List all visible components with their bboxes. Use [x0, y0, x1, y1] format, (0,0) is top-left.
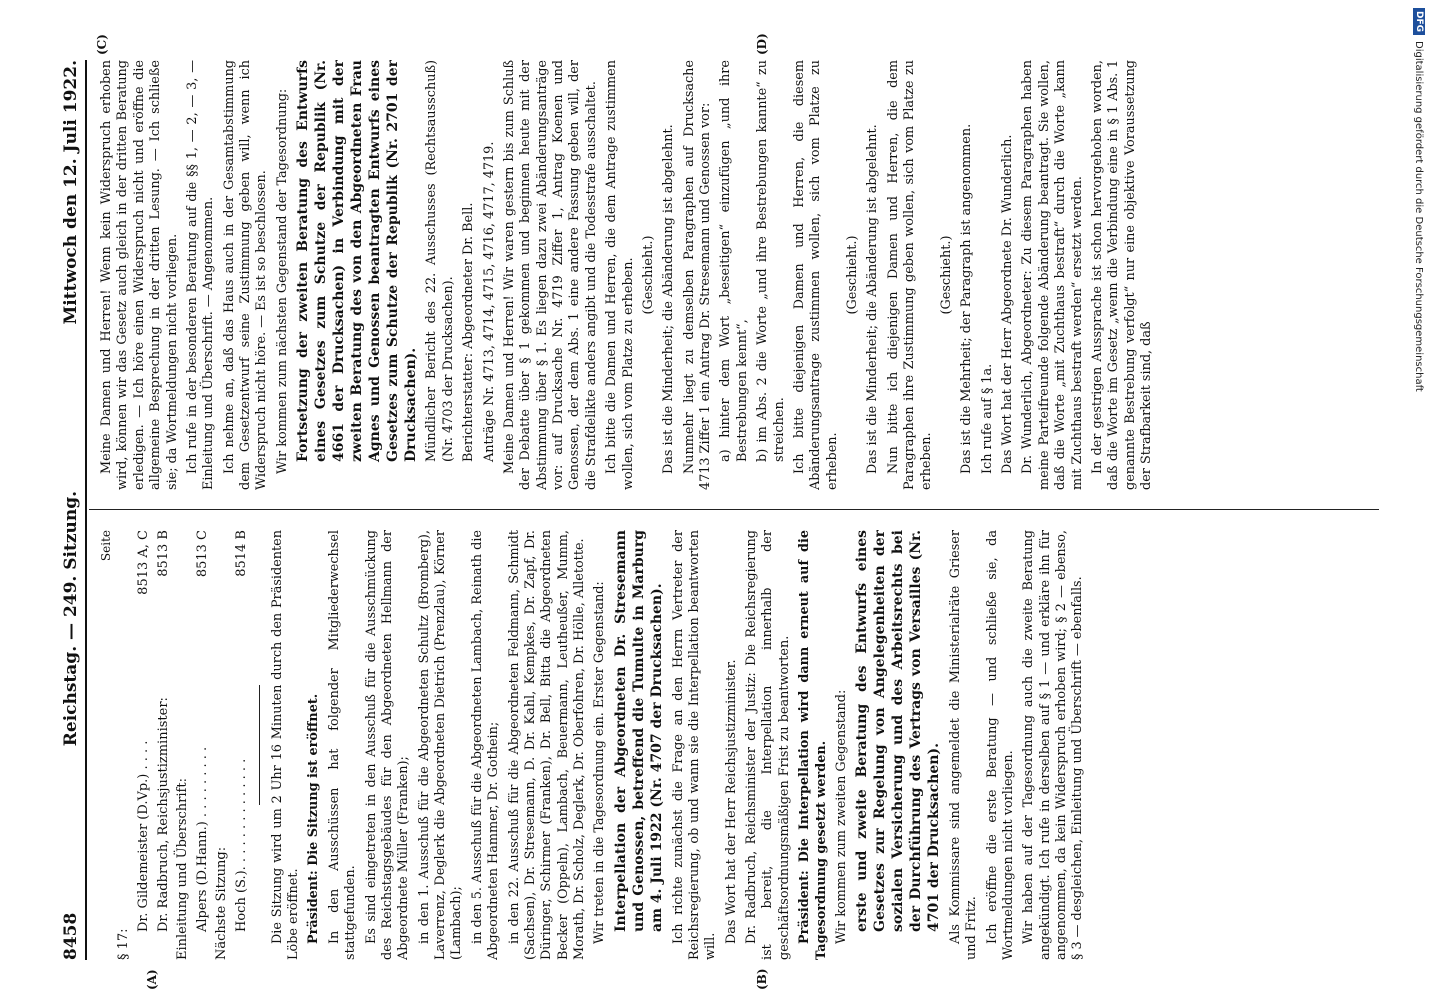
- paragraph: in den 22. Ausschuß für die Abgeordneten Feldmann, Schmidt (Sachsen), Dr. Stresemann, D. Dr. Kahl, Kempkes, Dr. Zapf, Dr. Düringer, Schirmer (Franken), Dr. Bell, Bitta die Abgeordneten Becker (Oppeln), Lambach, Beuermann, Leutheußer, Mumm, Morath, Dr. Scholz, Deglerk, Dr. Oberfohren, Dr. Hölle, Alletotte.: [506, 530, 588, 960]
- page-content: [55, 33, 1385, 990]
- section-rule: [259, 685, 260, 805]
- toc-label: Alpers (D.Hann.) . . . . . . . . .: [194, 746, 210, 932]
- paragraph: Das Wort hat der Herr Abgeordnete Dr. Wunderlich.: [1000, 134, 1016, 474]
- paragraph: b) im Abs. 2 die Worte „und ihre Bestrebungen kannte“ zu streichen.: [755, 60, 787, 462]
- toc-page: 8513 C: [194, 530, 210, 578]
- margin-letter-d: (D): [755, 33, 769, 55]
- paragraph: Präsident: Die Interpellation wird dann erneut auf die Tagesordnung gesetzt werden.: [797, 530, 829, 960]
- paragraph: Es sind eingetreten in den Ausschuß für die Ausschmückung des Reichstagsgebäudes für den Abgeordneten Hellmann der Abgeordnete Müller (Franken);: [363, 530, 412, 960]
- toc-page: 8514 B: [234, 530, 250, 577]
- toc-row: [175, 530, 192, 960]
- toc-label: Einleitung und Überschrift:: [175, 778, 191, 960]
- header-rule: [85, 60, 87, 960]
- toc-row: [116, 530, 133, 960]
- margin-letter-c: (C): [95, 34, 109, 55]
- paragraph: Wir kommen zum nächsten Gegenstand der Tagesordnung:: [274, 88, 290, 474]
- left-column: [99, 530, 1379, 960]
- digitization-note: [1408, 0, 1430, 1000]
- page-number: 8458: [61, 912, 81, 960]
- paragraph: Wir treten in die Tagesordnung ein. Erster Gegenstand:: [592, 581, 608, 944]
- paragraph: Wir haben auf der Tagesordnung auch die zweite Beratung angekündigt. Ich rufe in derselben auf § 1 — und erkläre ihn für angenommen, da kein Widerspruch erhoben wird; § 2 — ebenso, § 3 — desgleichen, Einleitung und Überschrift — ebenfalls.: [1021, 530, 1086, 960]
- paragraph: Das Wort hat der Herr Reichsjustizminister.: [723, 659, 739, 944]
- agenda-item-title: Fortsetzung der zweiten Beratung des Entwurfs eines Gesetzes zum Schutze der Republik (Nr. 4661 der Drucksachen) in Verbindung mit der zweiten Beratung des von den Abgeordneten Frau Agnes und Genossen beantragten Entwurfs eines Gesetzes zum Schutze der Republik (Nr. 2701 der Drucksachen).: [295, 60, 419, 462]
- paragraph: Meine Damen und Herren! Wir waren gestern bis zum Schluß der Debatte über § 1 gekommen und beginnen heute mit der Abstimmung über § 1. Es liegen dazu zwei Abänderungsanträge vor: auf Drucksache Nr. 4719 Ziffer 1, Antrag Koenen und Genossen, der dem Abs. 1 eine andere Fassung geben will, der die Strafdelikte anders angibt und die Todesstrafe ausschaltet.: [501, 60, 599, 490]
- paragraph: Meine Damen und Herren! Wenn kein Widerspruch erhoben wird, können wir das Gesetz auch gleich in der dritten Beratung erledigen. — Ich höre einen Widerspruch nicht und eröffne die allgemeine Besprechung in der dritten Lesung. — Ich schließe sie; da Wortmeldungen nicht vorliegen.: [99, 60, 180, 490]
- stage-direction: (Geschieht.): [640, 235, 656, 315]
- toc-row: [136, 530, 153, 960]
- toc-page: 8513 A, C: [135, 530, 151, 595]
- paragraph: In den Ausschüssen hat folgender Mitgliederwechsel stattgefunden.: [326, 530, 359, 960]
- paragraph: Das ist die Minderheit; die Abänderung ist abgelehnt.: [661, 124, 677, 474]
- toc-row: [156, 530, 173, 960]
- paragraph: Dr. Wunderlich, Abgeordneter: Zu diesem Paragraphen haben meine Parteifreunde folgende Abänderung beantragt. Sie wollen, daß die Worte „mit Zuchthaus bestraft“ durch die Worte „kann mit Zuchthaus bestraft werden“ ersetzt werden.: [1020, 60, 1085, 490]
- seite-label: Seite: [99, 530, 113, 562]
- paragraph: Ich bitte die Damen und Herren, die dem Antrage zustimmen wollen, sich vom Platze zu erheben.: [604, 60, 636, 490]
- agenda-item-title: Interpellation der Abgeordneten Dr. Stresemann und Genossen, betreffend die Tumulte in Marburg am 4. Juli 1922 (Nr. 4707 der Drucksachen).: [612, 530, 665, 932]
- paragraph: in den 1. Ausschuß für die Abgeordneten Schultz (Bromberg), Laverrenz, Deglerk die Abgeordneten Dietrich (Prenzlau), Körner (Lambach);: [416, 530, 465, 960]
- paragraph: Nun bitte ich diejenigen Damen und Herren, die dem Paragraphen ihre Zustimmung geben wollen, sich vom Platze zu erheben.: [885, 60, 934, 490]
- toc-label: § 17:: [116, 928, 132, 960]
- column-divider: [89, 509, 1379, 510]
- paragraph: Nunmehr liegt zu demselben Paragraphen auf Drucksache 4713 Ziffer 1 ein Antrag Dr. Stresemann und Genossen vor:: [681, 60, 714, 490]
- toc-row: [234, 530, 251, 960]
- paragraph: Das ist die Mehrheit; der Paragraph ist angenommen.: [959, 123, 975, 474]
- paragraph: Die Sitzung wird um 2 Uhr 16 Minuten durch den Präsidenten Löbe eröffnet.: [269, 530, 302, 960]
- paragraph: Ich eröffne die erste Beratung — und schließe sie, da Wortmeldungen nicht vorliegen.: [984, 530, 1016, 960]
- dfg-logo: DFG: [1413, 8, 1425, 35]
- margin-letter-a: (A): [145, 969, 159, 990]
- toc-row: [195, 530, 212, 960]
- right-column: [99, 60, 1379, 490]
- paragraph: Ich bitte diejenigen Damen und Herren, die diesem Abänderungsantrage zustimmen wollen, sich vom Platze zu erheben.: [791, 60, 840, 490]
- paragraph: Berichterstatter: Abgeordneter Dr. Bell.: [461, 202, 477, 462]
- paragraph: In der gestrigen Aussprache ist schon hervorgehoben worden, daß die Worte im Gesetz „wenn die Verbindung eine in § 1 Abs. 1 genannte Bestrebung verfolgt“ nur eine objektive Voraussetzung der Strafbarkeit sind, daß: [1089, 60, 1155, 490]
- paragraph: in den 5. Ausschuß für die Abgeordneten Lambach, Reinath die Abgeordneten Hammer, Dr. Gothein;: [469, 530, 502, 960]
- running-title: Reichstag. — 249. Sitzung.: [61, 490, 81, 747]
- margin-letter-b: (B): [755, 968, 769, 990]
- digitization-note-inner: [1408, 0, 1430, 1000]
- paragraph: Dr. Radbruch, Reichsminister der Justiz: Die Reichsregierung ist bereit, die Interpellation innerhalb der geschäftsordnungsmäßigen Frist zu beantworten.: [744, 530, 792, 960]
- toc-label: Hoch (S.). . . . . . . . . . . . . .: [234, 758, 250, 932]
- page-header: [55, 60, 81, 960]
- paragraph: Ich rufe auf § 1a.: [979, 363, 995, 474]
- paragraph: a) hinter dem Wort „beseitigen“ einzufügen „und ihre Bestrebungen kennt“,: [718, 60, 750, 462]
- paragraph: Ich rufe in der besonderen Beratung auf die §§ 1, — 2, — 3, — Einleitung und Überschrift. — Angenommen.: [184, 60, 217, 490]
- paragraph: Das ist die Minderheit; die Abänderung ist abgelehnt.: [865, 124, 881, 474]
- stage-direction: (Geschieht.): [938, 235, 954, 315]
- toc-label: Dr. Gildemeister (D.Vp.) . . . .: [135, 740, 151, 932]
- paragraph: Anträge Nr. 4713, 4714, 4715, 4716, 4717, 4719.: [481, 141, 497, 462]
- session-date: Mittwoch den 12. Juli 1922.: [61, 60, 81, 325]
- toc-page: 8513 B: [155, 530, 171, 577]
- paragraph: Präsident: Die Sitzung ist eröffnet.: [306, 693, 322, 944]
- stage-direction: (Geschieht.): [845, 235, 861, 315]
- paragraph: Mündlicher Bericht des 22. Ausschusses (Rechtsausschuß) (Nr. 4703 der Drucksachen).: [424, 60, 456, 462]
- digitization-text: Digitalisierung gefördert durch die Deutsche Forschungsgemeinschaft: [1413, 41, 1425, 392]
- paragraph: Wir kommen zum zweiten Gegenstand:: [833, 689, 849, 944]
- paragraph: Als Kommissare sind angemeldet die Ministerialräte Grieser und Fritz.: [947, 530, 980, 960]
- paragraph: Ich richte zunächst die Frage an den Herrn Vertreter der Reichsregierung, ob und wann sie die Interpellation beantworten will.: [670, 530, 719, 960]
- paragraph: Ich nehme an, daß das Haus auch in der Gesamtabstimmung dem Gesetzentwurf seine Zustimmung geben will, wenn ich Widerspruch nicht höre. — Es ist so beschlossen.: [221, 60, 270, 490]
- toc-label: Dr. Radbruch, Reichsjustizminister:: [155, 697, 171, 932]
- toc-label: Nächste Sitzung:: [214, 846, 230, 960]
- toc-row: [214, 530, 231, 960]
- agenda-item-title: erste und zweite Beratung des Entwurfs eines Gesetzes zur Regelung von Angelegenheiten der sozialen Versicherung und des Arbeitsrechts bei der Durchführung des Vertrags von Versailles (Nr. 4701 der Drucksachen).: [854, 530, 942, 932]
